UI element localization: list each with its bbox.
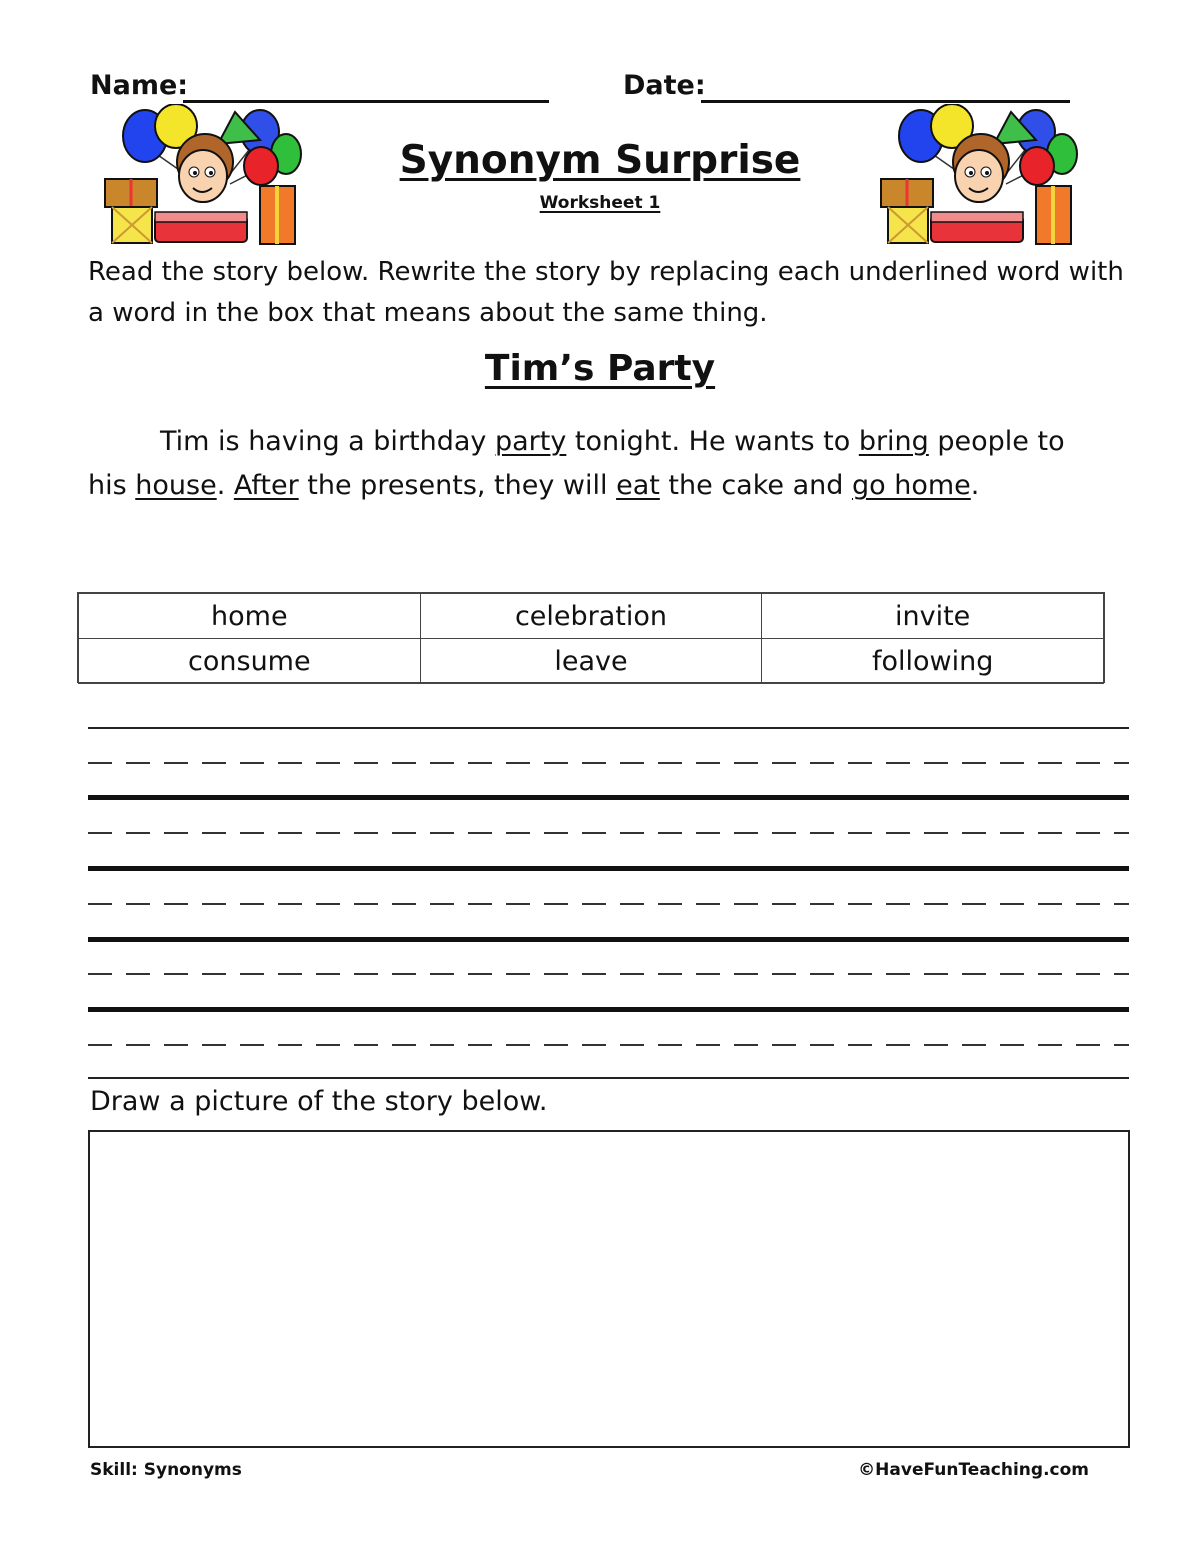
story-text: the cake and bbox=[659, 470, 852, 501]
word-bank-cell: invite bbox=[762, 594, 1104, 639]
name-field-line[interactable] bbox=[183, 100, 549, 103]
footer-copyright: ©HaveFunTeaching.com bbox=[858, 1460, 1089, 1480]
word-bank-cell: following bbox=[762, 639, 1104, 684]
word-bank-cell: consume bbox=[79, 639, 421, 684]
underlined-word: After bbox=[233, 470, 299, 501]
name-label: Name: bbox=[90, 70, 189, 101]
writing-line-baseline[interactable] bbox=[88, 866, 1129, 871]
story-text: . bbox=[970, 470, 980, 501]
writing-line-midline bbox=[88, 903, 1129, 905]
word-bank-table bbox=[78, 593, 1104, 684]
writing-line-top[interactable] bbox=[88, 727, 1129, 729]
worksheet-subtitle bbox=[0, 193, 1200, 213]
worksheet-title-text: Synonym Surprise bbox=[399, 138, 801, 183]
underlined-word: house bbox=[135, 470, 217, 501]
word-bank-cell: home bbox=[79, 594, 421, 639]
writing-line-midline bbox=[88, 832, 1129, 834]
story-text: . bbox=[216, 470, 234, 501]
draw-prompt: Draw a picture of the story below. bbox=[90, 1086, 548, 1117]
story-text: the presents, they will bbox=[298, 470, 617, 501]
story-text: people to his bbox=[88, 426, 1065, 501]
worksheet-title bbox=[0, 138, 1200, 183]
story-text: Tim is having a birthday bbox=[160, 426, 495, 457]
underlined-word: bring bbox=[858, 426, 929, 457]
word-bank-row bbox=[79, 639, 1104, 684]
underlined-word: eat bbox=[616, 470, 660, 501]
underlined-word: party bbox=[494, 426, 567, 457]
worksheet-subtitle-text: Worksheet 1 bbox=[539, 193, 661, 213]
writing-line-bottom[interactable] bbox=[88, 1077, 1129, 1079]
word-bank-row bbox=[79, 594, 1104, 639]
underlined-word: go home bbox=[851, 470, 971, 501]
word-bank-cell: celebration bbox=[420, 594, 762, 639]
writing-line-baseline[interactable] bbox=[88, 795, 1129, 800]
story-title-text: Tim’s Party bbox=[484, 348, 716, 389]
word-bank-cell: leave bbox=[420, 639, 762, 684]
writing-line-baseline[interactable] bbox=[88, 937, 1129, 942]
story-text: tonight. He wants to bbox=[566, 426, 859, 457]
drawing-area[interactable] bbox=[88, 1130, 1130, 1448]
writing-line-baseline[interactable] bbox=[88, 1007, 1129, 1012]
writing-line-midline bbox=[88, 973, 1129, 975]
instructions-text: Read the story below. Rewrite the story by replacing each underlined word with a word in the box that means about the same thing. bbox=[88, 257, 1124, 328]
date-label: Date: bbox=[623, 70, 706, 101]
footer-skill: Skill: Synonyms bbox=[90, 1460, 242, 1480]
date-field-line[interactable] bbox=[701, 100, 1070, 103]
writing-line-midline bbox=[88, 762, 1129, 764]
story-paragraph bbox=[88, 420, 1093, 508]
story-title bbox=[0, 348, 1200, 389]
word-bank-box bbox=[77, 592, 1105, 683]
writing-line-midline bbox=[88, 1044, 1129, 1046]
